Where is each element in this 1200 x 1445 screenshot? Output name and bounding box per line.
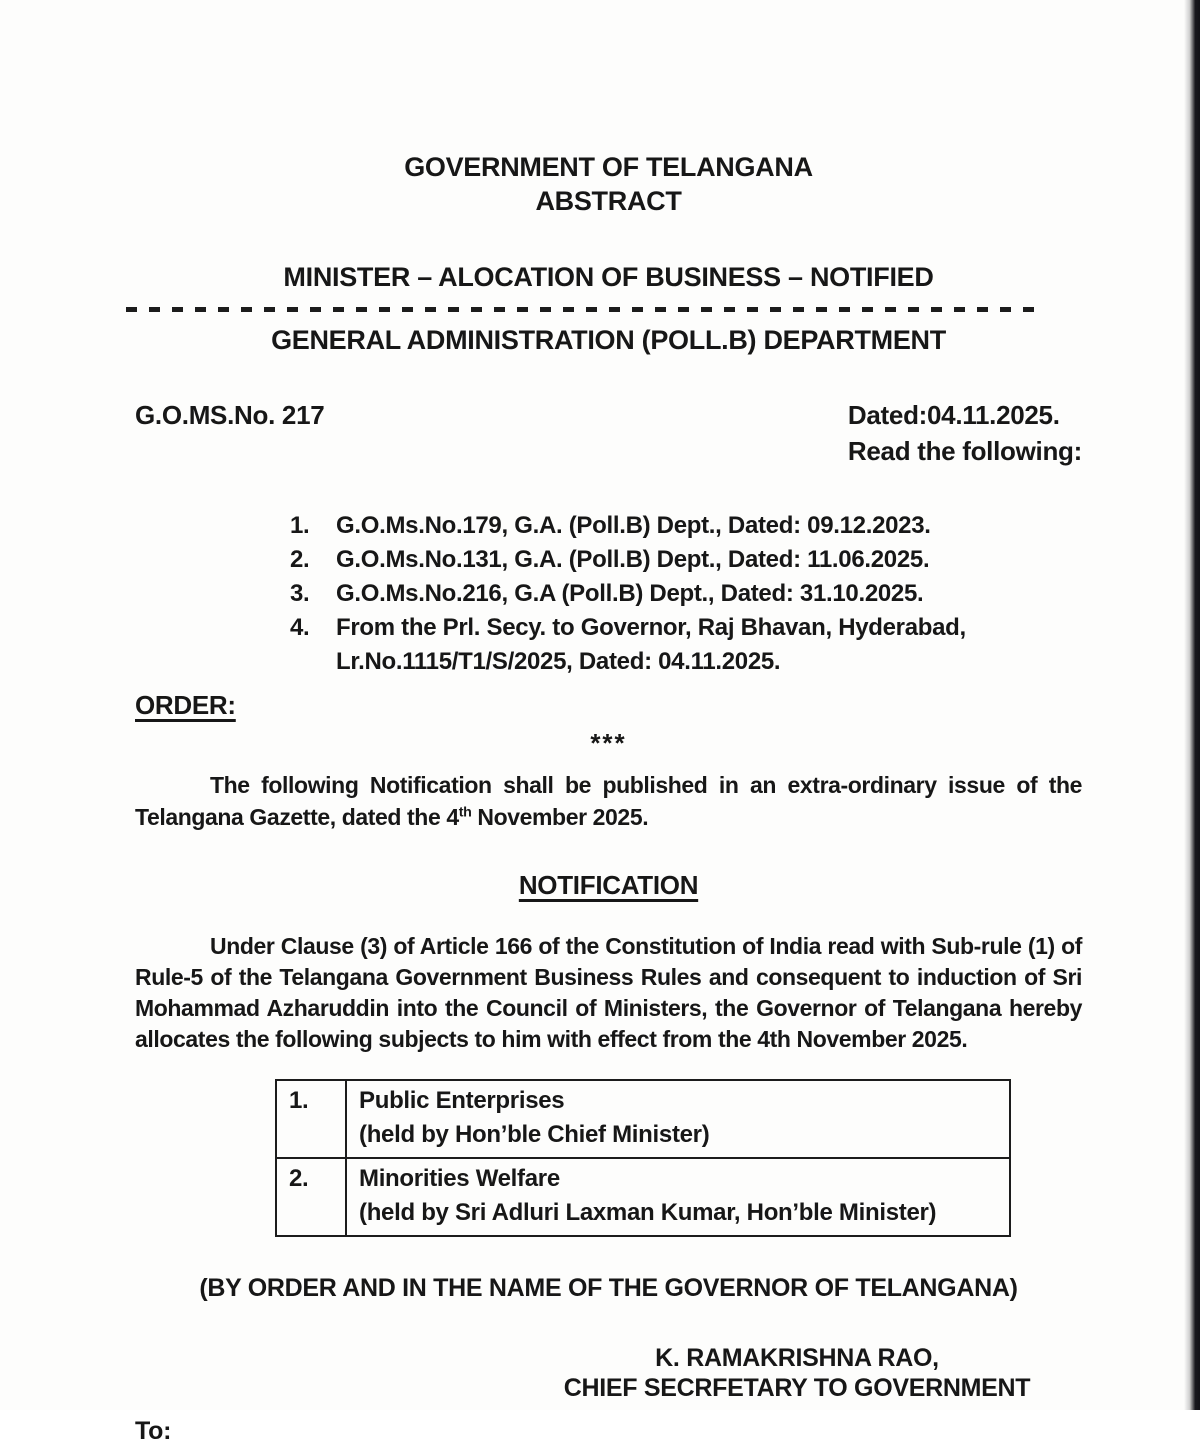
department-line: GENERAL ADMINISTRATION (POLL.B) DEPARTMENT: [271, 325, 946, 355]
table-row: [276, 1158, 1010, 1236]
go-number: G.O.MS.No. 217: [135, 400, 325, 430]
asterisk-separator: ***: [590, 728, 627, 758]
reference-item: [290, 577, 1082, 611]
reference-number: 3.: [290, 580, 310, 607]
ordinal-superscript: th: [458, 804, 472, 821]
reference-text: G.O.Ms.No.179, G.A. (Poll.B) Dept., Dated: 09.12.2023.: [336, 512, 931, 539]
dated-block: [848, 397, 1082, 469]
subject-name: Public Enterprises: [359, 1087, 565, 1114]
reference-number: 2.: [290, 546, 310, 573]
subject-line: MINISTER – ALOCATION OF BUSINESS – NOTIFIED: [283, 262, 934, 292]
subject-cell: [346, 1080, 1010, 1158]
reference-item: [290, 509, 1082, 543]
dated-line: Dated:04.11.2025.: [847, 400, 1060, 430]
reference-item: [290, 611, 1082, 679]
by-order-line: (BY ORDER AND IN THE NAME OF THE GOVERNOR OF TELANGANA): [199, 1274, 1018, 1302]
notification-paragraph: Under Clause (3) of Article 166 of the Constitution of India read with Sub-rule (1) of Rule-5 of the Telangana Government Business Rules and consequent to induction of Sri Mohammad Azharuddin into the Council of Ministers, the Governor of Telangana hereby allocates the following subjects to him with effect from the 4th November 2025.: [135, 933, 1082, 1052]
subjects-table: [275, 1079, 1011, 1237]
reference-text-line2: Lr.No.1115/T1/S/2025, Dated: 04.11.2025.: [336, 648, 781, 675]
signatory-name: K. RAMAKRISHNA RAO,: [655, 1344, 939, 1372]
to-label: To:: [135, 1417, 172, 1445]
order-heading-row: [135, 689, 1082, 721]
reference-item: [290, 543, 1082, 577]
notification-heading: NOTIFICATION: [518, 870, 699, 900]
document-content: [135, 0, 1082, 1445]
reference-text: [336, 611, 1082, 679]
reference-number: 1.: [290, 512, 310, 539]
subject-cell: [346, 1158, 1010, 1236]
page-right-edge-shadow: [1184, 0, 1200, 1410]
subject-name: Minorities Welfare: [359, 1165, 560, 1192]
notification-heading-row: [135, 869, 1082, 901]
go-header-row: [135, 397, 1082, 469]
reference-text-line1: From the Prl. Secy. to Governor, Raj Bhavan, Hyderabad,: [336, 614, 966, 641]
subject-holder: (held by Sri Adluri Laxman Kumar, Hon’ble Minister): [359, 1199, 937, 1226]
subject-number: 1.: [276, 1080, 346, 1158]
subject-holder: (held by Hon’ble Chief Minister): [359, 1121, 710, 1148]
order-heading: ORDER:: [135, 690, 236, 720]
abstract-title: ABSTRACT: [535, 186, 682, 216]
signatory-title: CHIEF SECRFETARY TO GOVERNMENT: [563, 1374, 1031, 1402]
org-title: GOVERNMENT OF TELANGANA: [404, 152, 813, 182]
subject-number: 2.: [276, 1158, 346, 1236]
reference-text: G.O.Ms.No.216, G.A (Poll.B) Dept., Dated: 31.10.2025.: [336, 580, 924, 607]
table-row: [276, 1080, 1010, 1158]
dashed-separator: [126, 307, 1043, 312]
order-paragraph-text: The following Notification shall be published in an extra-ordinary issue of the Telangana Gazette, dated the 4: [135, 772, 1082, 830]
reference-text: G.O.Ms.No.131, G.A. (Poll.B) Dept., Dated: 11.06.2025.: [336, 546, 930, 573]
read-following-line: Read the following:: [847, 436, 1082, 466]
reference-number: 4.: [290, 614, 310, 641]
order-paragraph: [135, 769, 1082, 833]
order-paragraph-text-end: November 2025.: [471, 804, 649, 830]
references-list: [290, 509, 1082, 679]
signature-block: [547, 1343, 1047, 1403]
